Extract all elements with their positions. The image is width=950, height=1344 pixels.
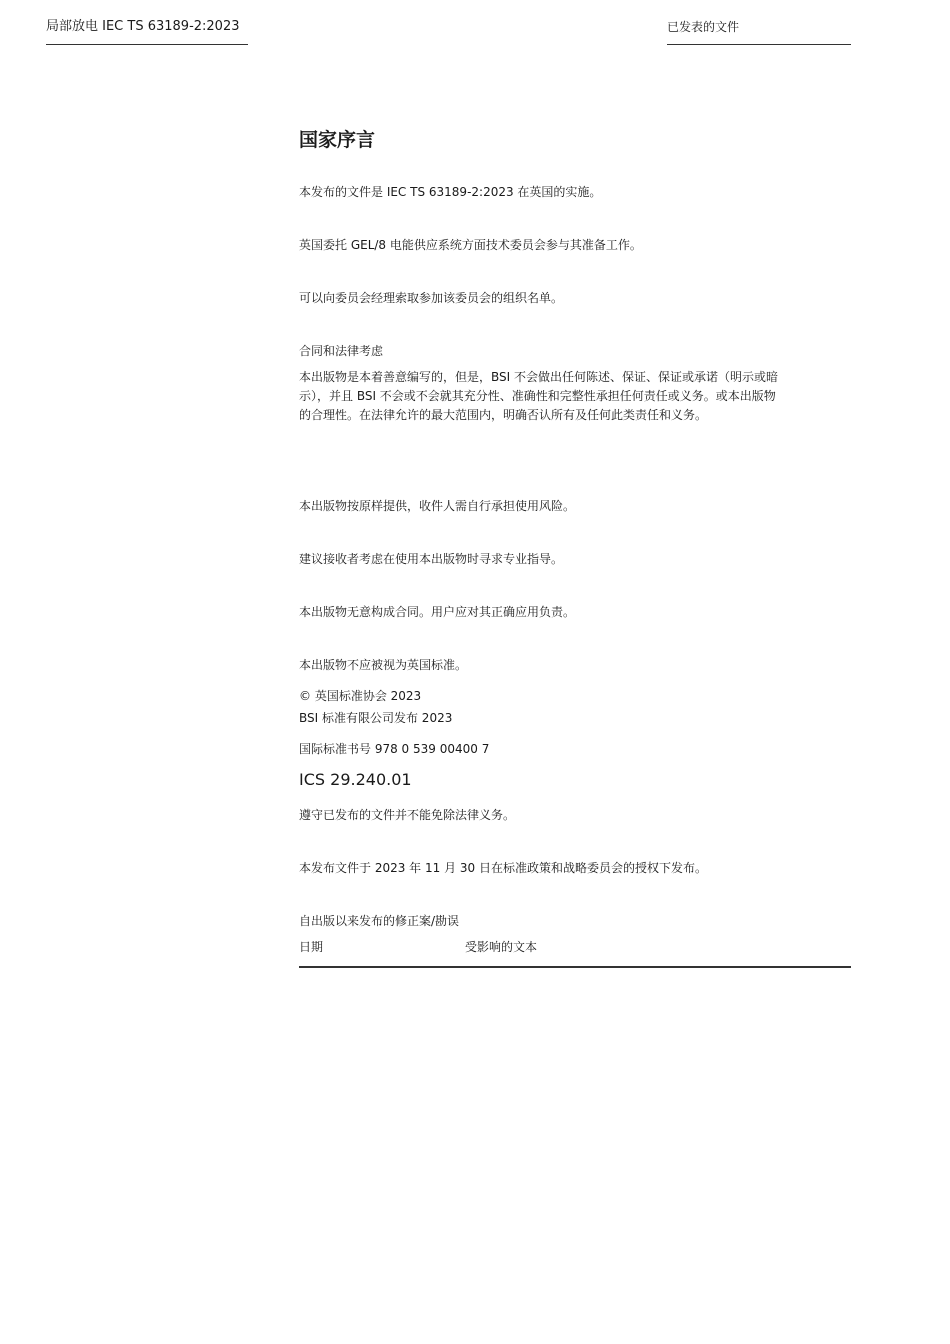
legal-heading: 合同和法律考虑 bbox=[299, 344, 384, 358]
amendments-heading: 自出版以来发布的修正案/勘误 bbox=[299, 914, 460, 928]
copyright-line: © 英国标准协会 2023 bbox=[299, 689, 422, 703]
isbn-line: 国际标准书号 978 0 539 00400 7 bbox=[299, 742, 490, 756]
compliance-statement: 遵守已发布的文件并不能免除法律义务。 bbox=[299, 808, 516, 822]
amendments-table-header bbox=[299, 938, 851, 968]
member-list-statement: 可以向委员会经理索取参加该委员会的组织名单。 bbox=[299, 291, 564, 305]
ics-code: ICS 29.240.01 bbox=[299, 770, 412, 789]
as-is-statement: 本出版物按原样提供，收件人需自行承担使用风险。 bbox=[299, 499, 576, 513]
legal-text: 本出版物是本着善意编写的，但是，BSI 不会做出任何陈述、保证、保证或承诺（明示或暗示），并且 BSI 不会或不会就其充分性、准确性和完整性承担任何责任或义务。或本出版物的合理性。在法律允许的最大范围内，明确否认所有及任何此类责任和义务。 bbox=[299, 370, 778, 422]
advice-statement: 建议接收者考虑在使用本出版物时寻求专业指导。 bbox=[299, 552, 564, 566]
column-header-date: 日期 bbox=[299, 940, 324, 954]
page-title: 国家序言 bbox=[299, 129, 376, 151]
running-header-doc-type: 已发表的文件 bbox=[667, 18, 851, 45]
committee-statement: 英国委托 GEL/8 电能供应系统方面技术委员会参与其准备工作。 bbox=[299, 238, 642, 252]
no-contract-statement: 本出版物无意构成合同。用户应对其正确应用负责。 bbox=[299, 605, 576, 619]
implementation-statement: 本发布的文件是 IEC TS 63189-2:2023 在英国的实施。 bbox=[299, 185, 602, 199]
not-standard-statement: 本出版物不应被视为英国标准。 bbox=[299, 658, 468, 672]
column-header-text-affected: 受影响的文本 bbox=[465, 940, 538, 954]
authority-statement: 本发布文件于 2023 年 11 月 30 日在标准政策和战略委员会的授权下发布。 bbox=[299, 861, 707, 875]
publisher-line: BSI 标准有限公司发布 2023 bbox=[299, 711, 453, 725]
foreword-section bbox=[299, 126, 851, 968]
running-header-title: 局部放电 IEC TS 63189-2:2023 bbox=[46, 18, 248, 45]
